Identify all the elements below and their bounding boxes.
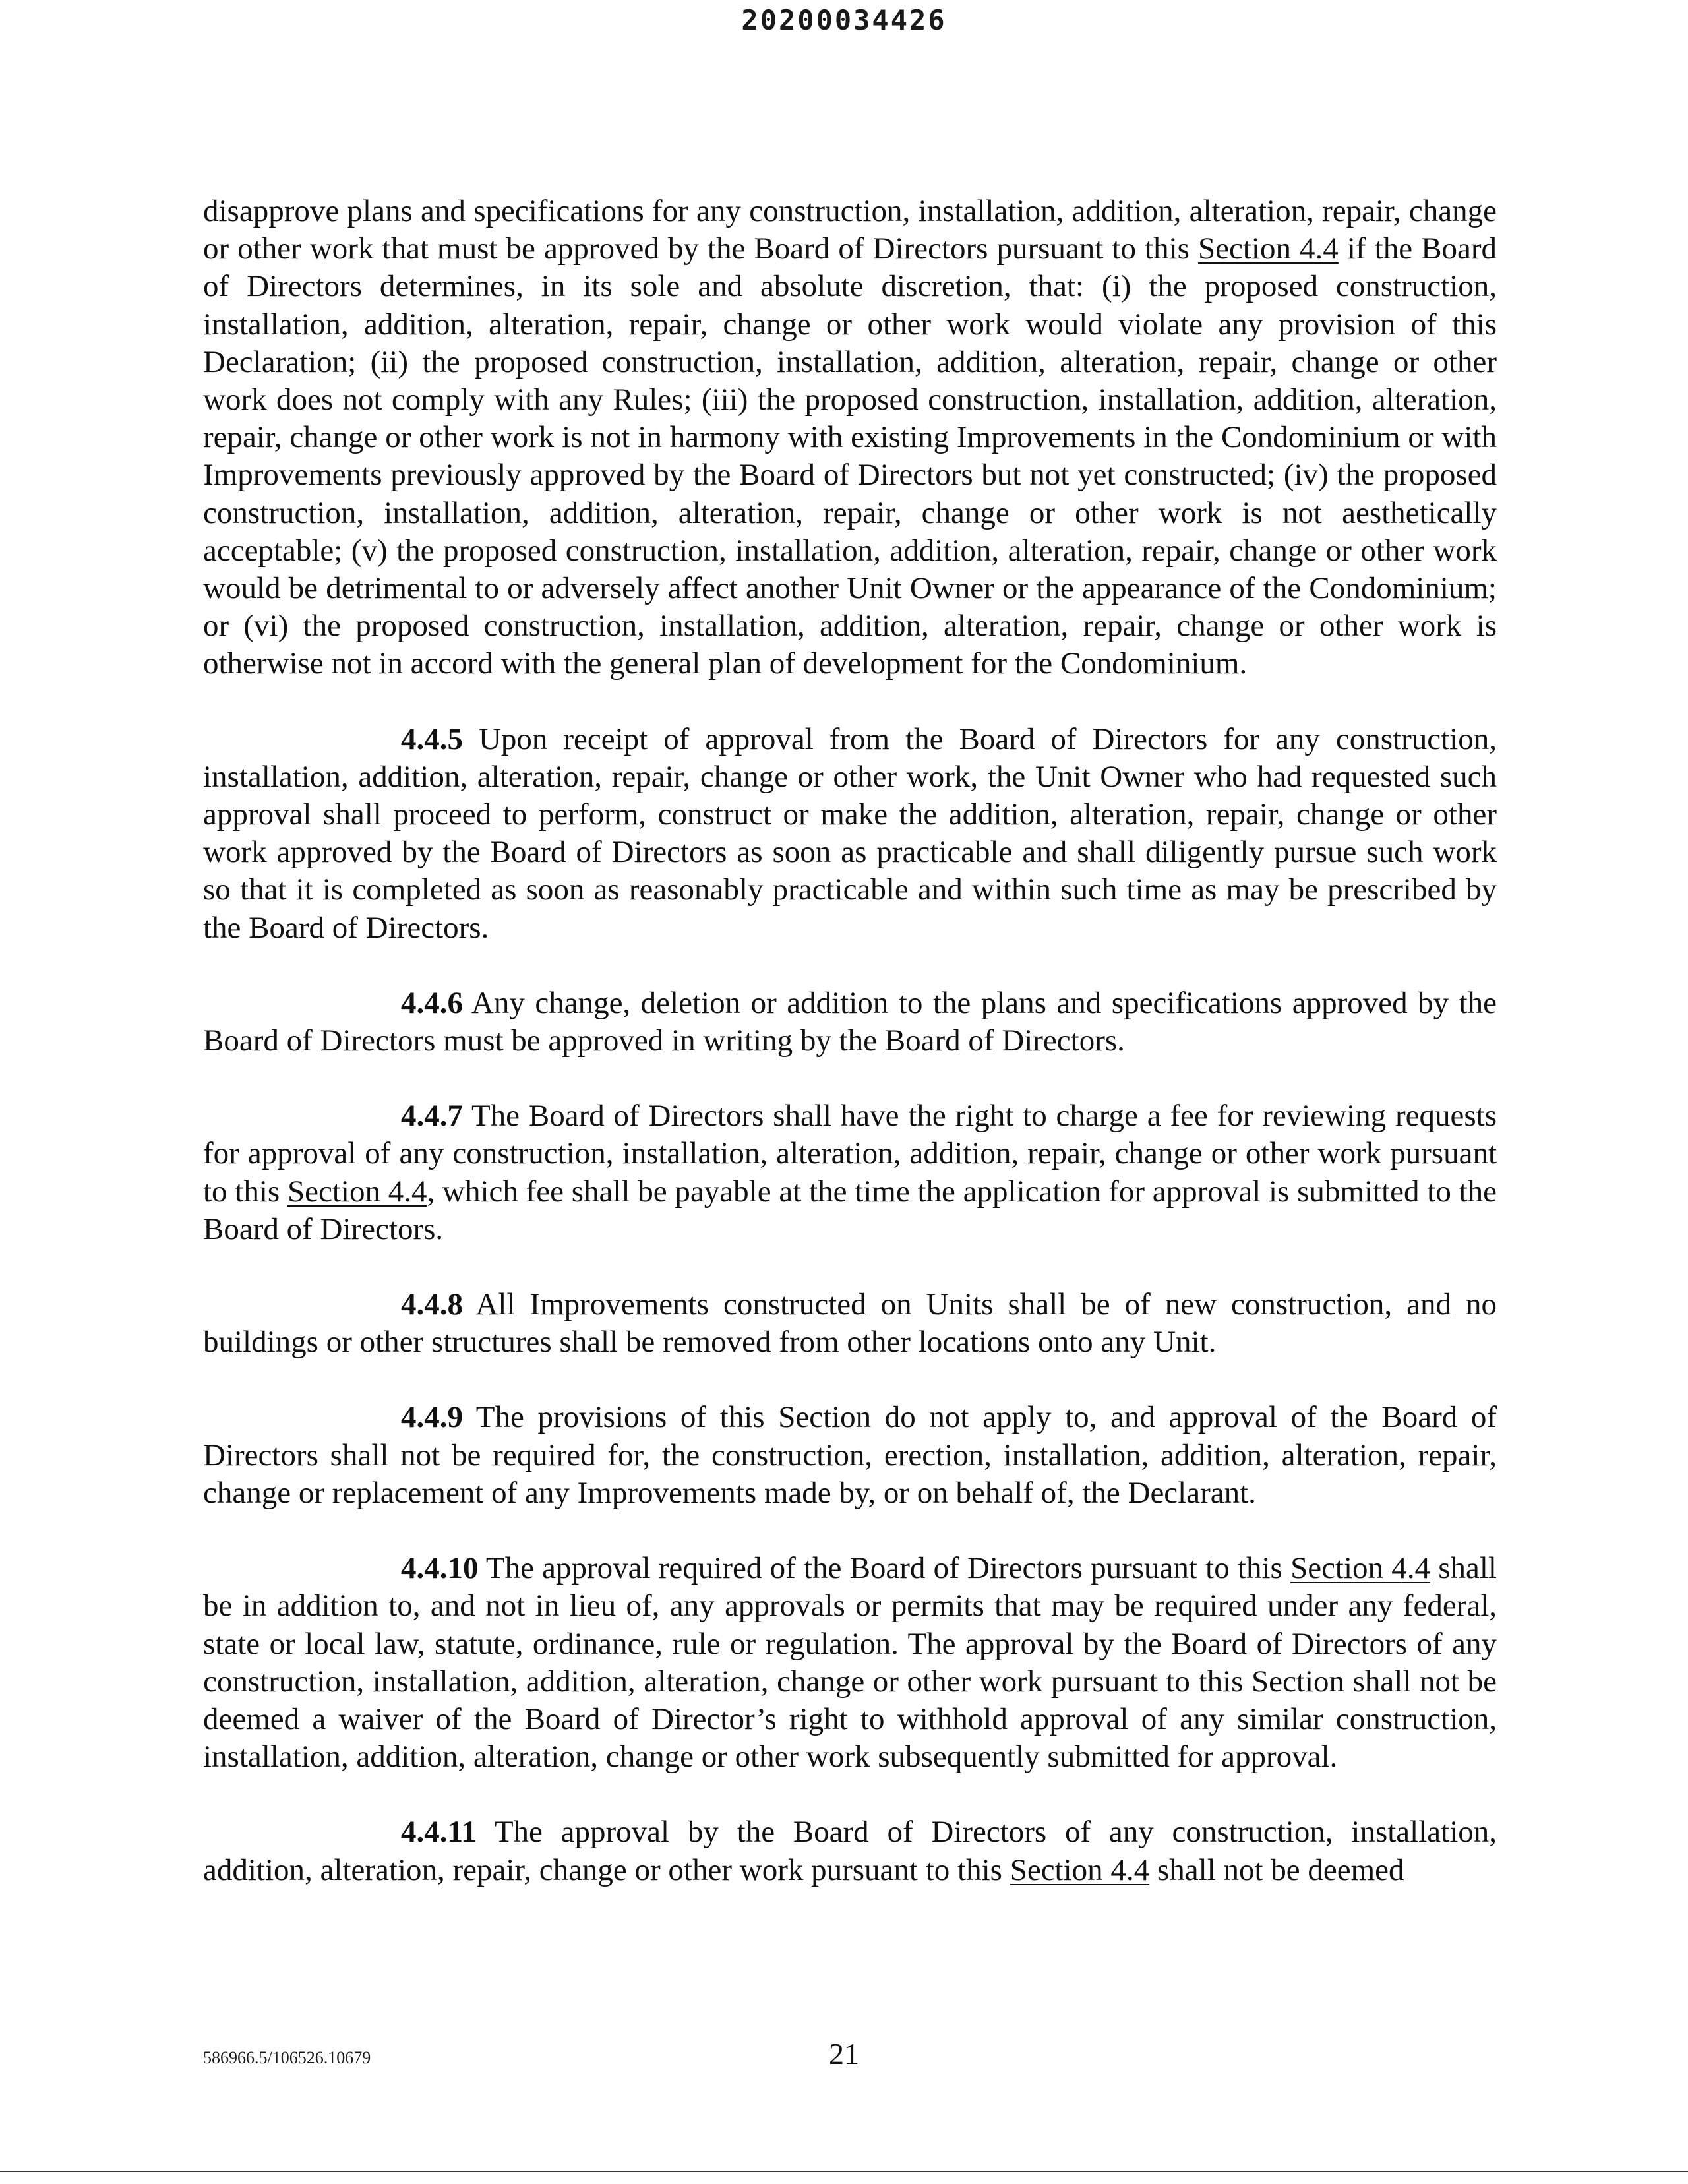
section-reference: Section 4.4 <box>1010 1852 1150 1887</box>
paragraph-text: if the Board of Directors determines, in its sole and absolute discretion, that: (i) the proposed construction, installation, addition, alteration, repair, change or other work would violate any provision of this Declaration; (ii) the proposed construction, installation, addition, alteration, repair, change or other work does not comply with any Rules; (iii) the proposed construction, installation, addition, alteration, repair, change or other work is not in harmony with existing Improvements in the Condominium or with Improvements previously approved by the Board of Directors but not yet constructed; (iv) the proposed construction, installation, addition, alteration, repair, change or other work is not aesthetically acceptable; (v) the proposed construction, installation, addition, alteration, repair, change or other work would be detrimental to or adversely affect another Unit Owner or the appearance of the Condominium; or (vi) the proposed construction, installation, addition, alteration, repair, change or other work is otherwise not in accord with the general plan of development for the Condominium. <box>203 231 1497 681</box>
paragraph-4-4-11 <box>203 1813 1497 1889</box>
paragraph-4-4-6 <box>203 985 1497 1060</box>
section-reference: Section 4.4 <box>287 1174 427 1209</box>
paragraph-text: Any change, deletion or addition to the plans and specifications approved by the Board of Directors must be approved in writing by the Board of Directors. <box>203 985 1497 1058</box>
paragraph-text: , which fee shall be payable at the time the application for approval is submitted to the Board of Directors. <box>203 1174 1497 1246</box>
paragraph-text: shall not be deemed <box>1149 1852 1404 1887</box>
section-number: 4.4.7 <box>401 1099 463 1134</box>
paragraph-text: The Board of Directors shall have the right to charge a fee for reviewing requests for approval of any construction, installation, alteration, addition, repair, change or other work pursuant to this <box>203 1099 1497 1209</box>
section-number: 4.4.8 <box>401 1287 463 1322</box>
paragraph-text: The approval by the Board of Directors of any construction, installation, addition, alteration, repair, change or other work pursuant to this <box>203 1815 1497 1887</box>
page-number: 21 <box>829 2037 859 2071</box>
paragraph-text: disapprove plans and specifications for any construction, installation, addition, alteration, repair, change or other work that must be approved by the Board of Directors pursuant to this <box>203 194 1497 266</box>
paragraph-text: The approval required of the Board of Directors pursuant to this <box>478 1551 1291 1586</box>
paragraph-4-4-5 <box>203 721 1497 947</box>
section-reference: Section 4.4 <box>1198 231 1339 266</box>
document-id: 586966.5/106526.10679 <box>203 2048 371 2067</box>
section-number: 4.4.9 <box>401 1400 463 1435</box>
section-number: 4.4.11 <box>401 1815 477 1850</box>
paragraph-text: The provisions of this Section do not apply to, and approval of the Board of Directors shall not be required for, the construction, erection, installation, addition, alteration, repair, change or replacement of any Improvements made by, or on behalf of, the Declarant. <box>203 1400 1497 1510</box>
paragraph-4-4-9 <box>203 1399 1497 1512</box>
section-number: 4.4.10 <box>401 1551 479 1586</box>
bottom-divider <box>0 2171 1688 2172</box>
paragraph-text: shall be in addition to, and not in lieu of, any approvals or permits that may be required under any federal, state or local law, statute, ordinance, rule or regulation. The approval by the Board of Directors of any construction, installation, addition, alteration, change or other work pursuant to this Section shall not be deemed a waiver of the Board of Director’s right to withhold approval of any similar construction, installation, addition, alteration, change or other work subsequently submitted for approval. <box>203 1551 1497 1774</box>
paragraph-4-4-7 <box>203 1097 1497 1248</box>
paragraph-4-4-10 <box>203 1550 1497 1776</box>
paragraph-continuation <box>203 193 1497 683</box>
section-number: 4.4.5 <box>401 721 463 756</box>
section-reference: Section 4.4 <box>1290 1551 1431 1586</box>
paragraph-4-4-8 <box>203 1286 1497 1361</box>
section-number: 4.4.6 <box>401 985 463 1020</box>
paragraph-text: Upon receipt of approval from the Board of Directors for any construction, installation, addition, alteration, repair, change or other work, the Unit Owner who had requested such approval shall proceed to perform, construct or make the addition, alteration, repair, change or other work approved by the Board of Directors as soon as practicable and shall diligently pursue such work so that it is completed as soon as reasonably practicable and within such time as may be prescribed by the Board of Directors. <box>203 721 1497 945</box>
recording-number: 20200034426 <box>741 4 947 36</box>
paragraph-text: All Improvements constructed on Units shall be of new construction, and no buildings or other structures shall be removed from other locations onto any Unit. <box>203 1287 1497 1360</box>
document-body <box>203 193 1497 1889</box>
